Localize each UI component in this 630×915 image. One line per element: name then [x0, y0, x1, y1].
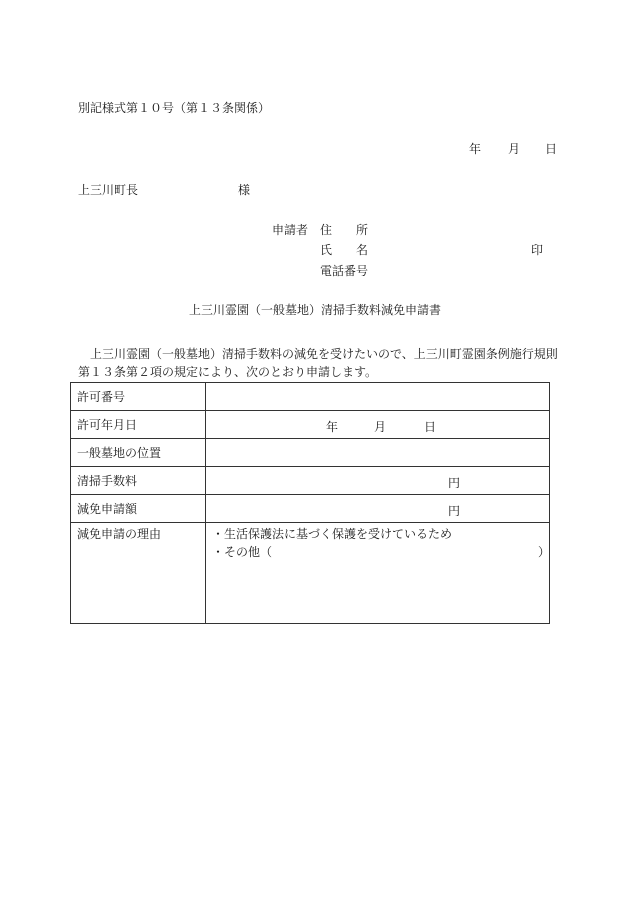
- permit-day-label: 日: [424, 419, 437, 434]
- reduction-amount-cell[interactable]: [206, 495, 550, 523]
- grave-location-label: 一般墓地の位置: [71, 439, 206, 467]
- reason-other-label: ・その他（: [212, 545, 273, 559]
- reason-option-other[interactable]: [212, 543, 549, 561]
- name-field-label: 氏 名: [320, 243, 369, 257]
- permit-number-cell[interactable]: [206, 383, 550, 411]
- table-row: [71, 467, 550, 495]
- phone-field-label: 電話番号: [320, 264, 369, 278]
- applicant-label: 申請者: [272, 223, 309, 237]
- permit-number-label: 許可番号: [71, 383, 206, 411]
- reduction-amount-label: 減免申請額: [71, 495, 206, 523]
- yen-unit: 円: [448, 503, 461, 518]
- addressee-name: 上三川町長: [78, 183, 139, 197]
- form-reference: 別記様式第１０号（第１３条関係）: [78, 101, 271, 115]
- grave-location-cell[interactable]: [206, 439, 550, 467]
- application-table: [70, 382, 550, 624]
- cleaning-fee-label: 清掃手数料: [71, 467, 206, 495]
- reason-other-close: ）: [538, 545, 551, 559]
- reduction-reason-cell[interactable]: [206, 523, 550, 624]
- permit-month-label: 月: [374, 419, 387, 434]
- cleaning-fee-cell[interactable]: [206, 467, 550, 495]
- table-row: [71, 383, 550, 411]
- seal-mark: 印: [531, 243, 544, 257]
- date-year-label: 年: [469, 142, 482, 156]
- table-row: [71, 523, 550, 624]
- addressee-honorific: 様: [238, 183, 251, 197]
- permit-date-cell[interactable]: [206, 411, 550, 439]
- body-paragraph: 上三川霊園（一般墓地）清掃手数料の減免を受けたいので、上三川町霊園条例施行規則第１３条第２項の規定により、次のとおり申請します。: [78, 347, 558, 379]
- permit-date-label: 許可年月日: [71, 411, 206, 439]
- reason-option-welfare[interactable]: ・生活保護法に基づく保護を受けているため: [212, 527, 453, 541]
- permit-year-label: 年: [326, 419, 339, 434]
- table-row: [71, 439, 550, 467]
- reduction-reason-label: 減免申請の理由: [71, 523, 206, 624]
- date-day-label: 日: [545, 142, 558, 156]
- address-field-label: 住 所: [320, 223, 369, 237]
- date-month-label: 月: [508, 142, 521, 156]
- table-row: [71, 411, 550, 439]
- table-row: [71, 495, 550, 523]
- yen-unit: 円: [448, 475, 461, 490]
- addressee: [78, 183, 251, 197]
- document-title: 上三川霊園（一般墓地）清掃手数料減免申請書: [188, 303, 441, 317]
